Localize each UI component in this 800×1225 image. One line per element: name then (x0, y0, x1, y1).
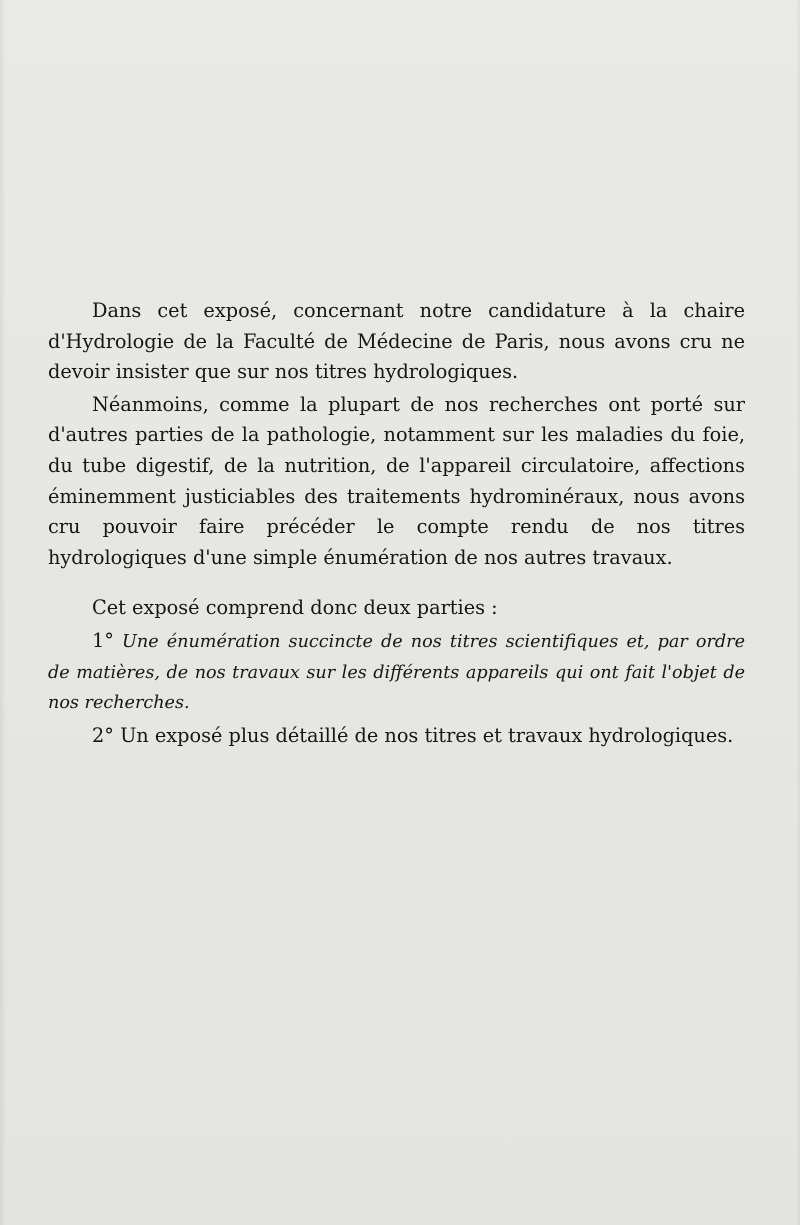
item-number-2: 2° (92, 723, 114, 747)
item-number-1: 1° (92, 628, 114, 652)
item-text-2: Un exposé plus détaillé de nos titres et travaux hydrologiques. (120, 723, 734, 747)
paragraph-lead: Cet exposé comprend donc deux parties : (92, 596, 498, 620)
scan-edge-right (796, 0, 800, 1225)
paragraph-intro: Dans cet exposé, concernant notre candidature à la chaire d'Hydrologie de la Faculté de Médecine de Paris, nous avons cru ne devoir insister que sur nos titres hydrologiques. (48, 299, 745, 384)
body-text (48, 296, 745, 751)
list-item-1 (48, 626, 745, 719)
paragraph-second: Néanmoins, comme la plupart de nos recherches ont porté sur d'autres parties de la pathologie, notamment sur les maladies du foie, du tube digestif, de la nutrition, de l'appareil circulatoire, affections éminemment justiciables des traitements hydrominéraux, nous avons cru pouvoir faire précéder le compte rendu de nos titres hydrologiques d'une simple énumération de nos autres travaux. (48, 392, 745, 569)
list-item-2 (48, 721, 745, 752)
scan-edge-left (0, 0, 6, 1225)
item-text-1: Une énumération succincte de nos titres scientifiques et, par ordre de matières, de nos travaux sur les différents appareils qui ont fait l'objet de nos recherches. (48, 631, 745, 714)
